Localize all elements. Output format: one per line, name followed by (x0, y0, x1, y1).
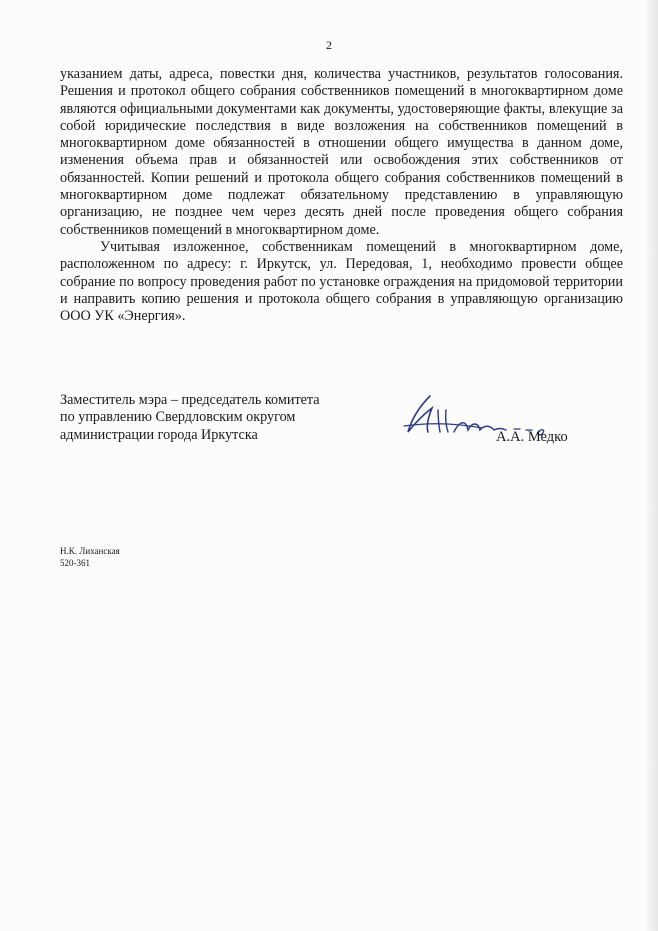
paragraph-conclusion: Учитывая изложенное, собственникам помещений в многоквартирном доме, расположенном по адресу: г. Иркутск, ул. Передовая, 1, необходимо провести общее собрание по вопросу проведения работ по установке ограждения на придомовой территории и направить копию решения и протокола общего собрания в управляющую организацию ООО УК «Энергия». (60, 238, 623, 325)
executor-name: Н.К. Лиханская (60, 546, 120, 556)
page-number: 2 (326, 38, 332, 52)
signer-position (60, 392, 380, 444)
executor-info (60, 545, 120, 569)
signer-position-line: администрации города Иркутска (60, 426, 258, 443)
signer-name: А.А. Медко (496, 429, 568, 445)
signer-position-line: Заместитель мэра – председатель комитета (60, 392, 320, 408)
paragraph-continuation: указанием даты, адреса, повестки дня, количества участников, результатов голосования. Решения и протокол общего собрания собственников помещений в многоквартирном доме являются официальными документами как документы, удостоверяющие факты, влекущие за собой юридические последствия в виде возложения на собственников помещений в многоквартирном доме обязанностей в отношении общего имущества в данном доме, изменения объема прав и обязанностей или освобождения этих собственников от обязанностей. Копии решений и протокола общего собрания собственников помещений в многоквартирном доме подлежат обязательному представлению в управляющую организацию, не позднее чем через десять дней после проведения общего собрания собственников помещений в многоквартирном доме. (60, 66, 623, 238)
letter-body (60, 66, 623, 325)
signature-block (60, 392, 620, 452)
signer-position-line: по управлению Свердловским округом (60, 409, 296, 426)
executor-phone: 520-361 (60, 558, 90, 568)
scan-shadow-edge (644, 0, 658, 931)
